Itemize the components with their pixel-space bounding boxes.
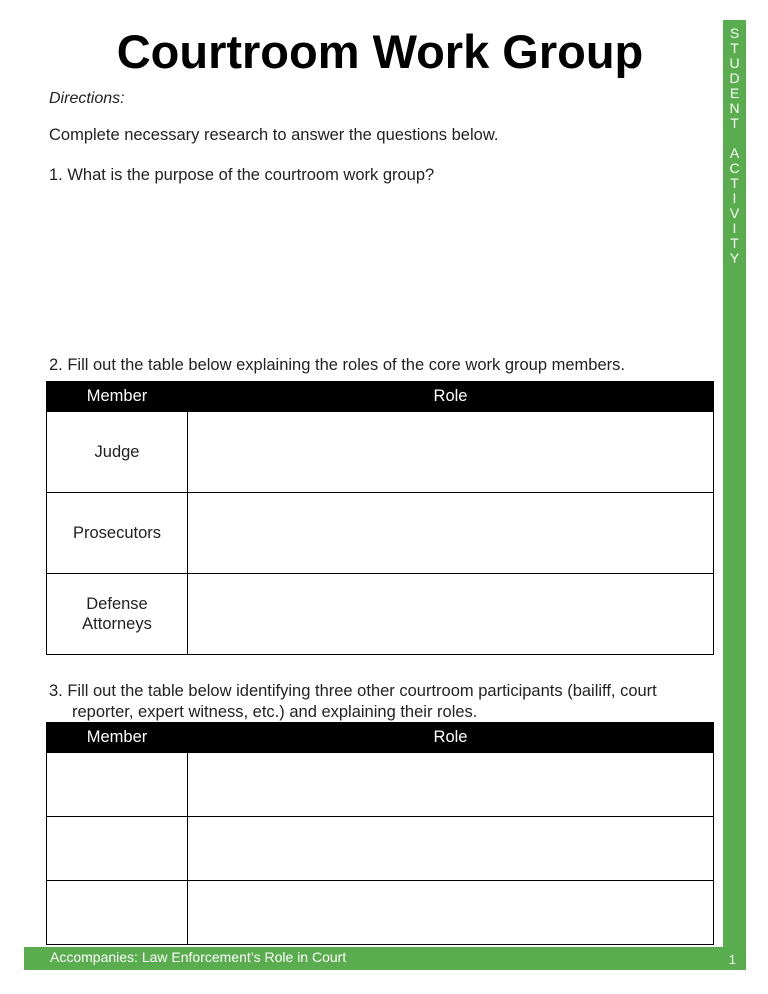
page-number: 1 xyxy=(728,952,736,967)
member-cell[interactable] xyxy=(47,753,188,817)
table-row xyxy=(47,881,714,945)
side-letter: V xyxy=(729,205,740,221)
member-cell: Judge xyxy=(47,412,188,493)
footer-text: Accompanies: Law Enforcement’s Role in Court xyxy=(50,949,347,965)
table-row xyxy=(47,753,714,817)
table-header-row xyxy=(47,723,714,753)
table-row xyxy=(47,412,714,493)
question-3-line-2: reporter, expert witness, etc.) and explaining their roles. xyxy=(72,703,478,721)
table-header-row xyxy=(47,382,714,412)
member-cell-line: Defense xyxy=(86,595,148,613)
side-gap xyxy=(723,131,746,146)
member-cell-line: Attorneys xyxy=(82,615,152,633)
member-column-header: Member xyxy=(47,723,188,753)
instructions-text: Complete necessary research to answer the questions below. xyxy=(49,126,499,144)
table-row xyxy=(47,817,714,881)
side-letter: D xyxy=(729,70,740,86)
role-column-header: Role xyxy=(188,723,714,753)
question-1: 1. What is the purpose of the courtroom work group? xyxy=(49,166,435,184)
role-column-header: Role xyxy=(188,382,714,412)
member-cell[interactable] xyxy=(47,881,188,945)
side-letter: S xyxy=(729,25,740,41)
side-letter: I xyxy=(732,220,737,236)
side-letter: T xyxy=(730,175,739,191)
member-cell xyxy=(47,574,188,655)
side-letter: N xyxy=(729,100,740,116)
member-cell[interactable] xyxy=(47,817,188,881)
side-letter: T xyxy=(730,235,739,251)
core-members-table xyxy=(46,381,714,655)
side-letter: E xyxy=(729,85,740,101)
footer-bar xyxy=(24,947,746,970)
question-3-line-1: 3. Fill out the table below identifying three other courtroom participants (bailiff, court xyxy=(49,682,657,700)
member-column-header: Member xyxy=(47,382,188,412)
role-cell[interactable] xyxy=(188,817,714,881)
table-row xyxy=(47,493,714,574)
side-letter: C xyxy=(729,160,740,176)
side-letter: Y xyxy=(729,250,740,266)
role-cell[interactable] xyxy=(188,574,714,655)
side-letter: A xyxy=(729,145,740,161)
question-3 xyxy=(49,681,714,723)
role-cell[interactable] xyxy=(188,412,714,493)
page-title: Courtroom Work Group xyxy=(116,25,644,78)
role-cell[interactable] xyxy=(188,493,714,574)
side-letter: I xyxy=(732,190,737,206)
side-letter: U xyxy=(729,55,740,71)
question-2: 2. Fill out the table below explaining the roles of the core work group members. xyxy=(49,356,625,374)
other-participants-table xyxy=(46,722,714,945)
role-cell[interactable] xyxy=(188,753,714,817)
side-letter: T xyxy=(730,115,739,131)
student-activity-sidebar xyxy=(723,20,746,970)
role-cell[interactable] xyxy=(188,881,714,945)
directions-label: Directions: xyxy=(49,90,125,107)
member-cell: Prosecutors xyxy=(47,493,188,574)
side-letter: T xyxy=(730,40,739,56)
table-row xyxy=(47,574,714,655)
